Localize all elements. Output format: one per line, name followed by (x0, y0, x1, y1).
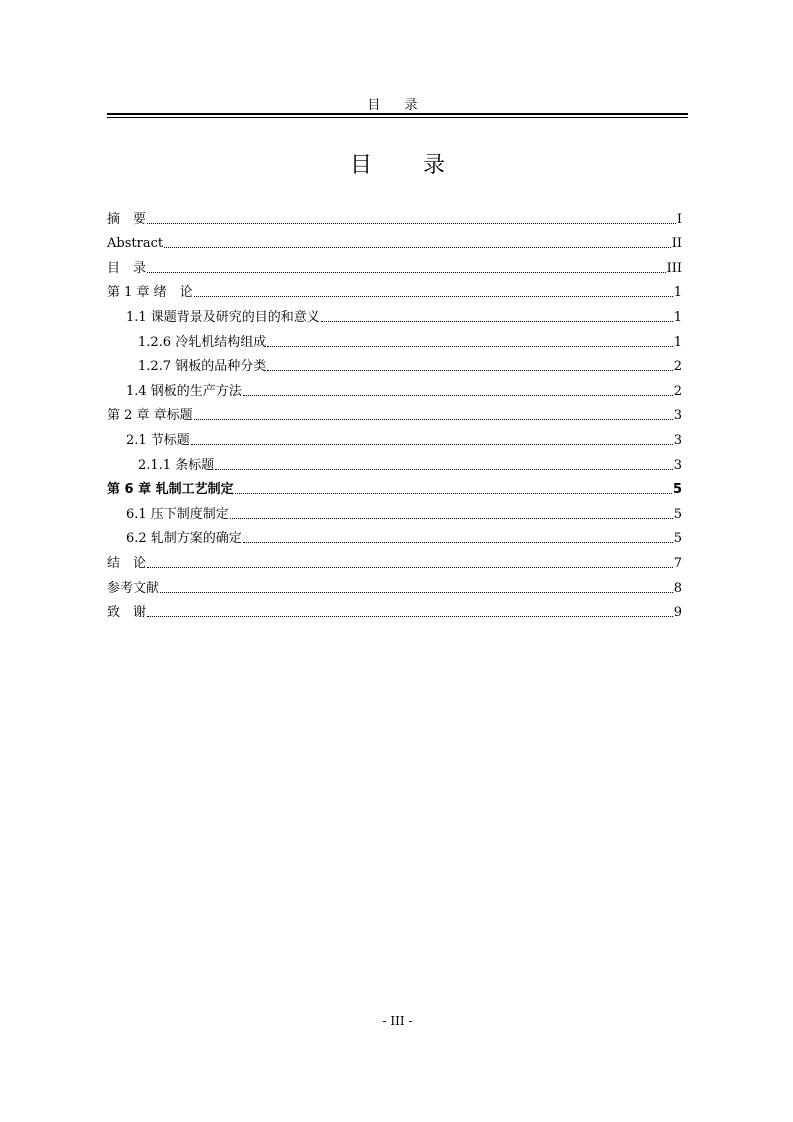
toc-leader-dots (191, 443, 673, 445)
toc-entry[interactable] (107, 276, 682, 301)
toc-entry[interactable] (107, 448, 682, 473)
header-rule-thin (107, 117, 688, 118)
toc-entry-label: 参考文献 (107, 580, 160, 596)
toc-entry-page: 1 (673, 285, 682, 301)
running-header: 目 录 (367, 98, 428, 113)
toc-entry-page: 3 (673, 432, 682, 448)
toc-entry[interactable] (107, 571, 682, 596)
toc-entry-page: II (671, 236, 682, 252)
toc-entry-label: 结 论 (107, 555, 147, 571)
toc-entry[interactable] (107, 473, 682, 498)
toc-entry-label: 2.1 节标题 (126, 432, 190, 448)
toc-entry-page: 5 (673, 531, 682, 547)
toc-leader-dots (147, 615, 673, 617)
toc-entry-page: 1 (673, 334, 682, 350)
toc-entry[interactable] (107, 374, 682, 399)
toc-entry-label: 第 2 章 章标题 (107, 408, 193, 424)
toc-entry-page: 9 (673, 605, 682, 621)
toc-leader-dots (321, 320, 673, 322)
page-title: 目 录 (350, 153, 467, 178)
toc-entry[interactable] (107, 300, 682, 325)
toc-leader-dots (160, 591, 673, 593)
toc-entry-label: 第 1 章 绪 论 (107, 285, 193, 301)
toc-leader-dots (230, 517, 673, 519)
toc-leader-dots (215, 468, 673, 470)
toc-leader-dots (267, 369, 673, 371)
toc-entry-page: 7 (673, 555, 682, 571)
toc-entry[interactable] (107, 423, 682, 448)
toc-entry-page: I (676, 211, 682, 227)
toc-leader-dots (235, 492, 672, 494)
toc-entry-page: 3 (673, 408, 682, 424)
toc-entry[interactable] (107, 251, 682, 276)
toc-leader-dots (147, 271, 666, 273)
toc-entry[interactable] (107, 350, 682, 375)
toc-entry-label: Abstract (107, 236, 164, 252)
toc-entry-page: 1 (673, 309, 682, 325)
toc-entry[interactable] (107, 227, 682, 252)
toc-entry[interactable] (107, 325, 682, 350)
toc-entry[interactable] (107, 399, 682, 424)
toc-entry-label: 1.4 钢板的生产方法 (126, 383, 242, 399)
toc-entry-page: 3 (673, 457, 682, 473)
toc-entry-label: 1.2.7 钢板的品种分类 (138, 359, 267, 375)
page-number: - III - (382, 1014, 413, 1028)
toc-entry-label: 致 谢 (107, 605, 147, 621)
toc-entry[interactable] (107, 522, 682, 547)
toc-leader-dots (147, 566, 673, 568)
toc-leader-dots (243, 541, 673, 543)
toc-entry-page: 2 (673, 359, 682, 375)
toc-leader-dots (243, 394, 673, 396)
toc-entry-page: 8 (673, 580, 682, 596)
toc-leader-dots (147, 222, 676, 224)
toc-leader-dots (194, 418, 673, 420)
toc-entry[interactable] (107, 497, 682, 522)
toc-entry-page: 5 (673, 506, 682, 522)
toc-entry-label: 1.2.6 冷轧机结构组成 (138, 334, 267, 350)
toc-entry-label: 6.1 压下制度制定 (126, 506, 229, 522)
toc-entry-label: 目 录 (107, 260, 147, 276)
toc-entry-page: 2 (673, 383, 682, 399)
toc-entry-page: 5 (672, 482, 682, 498)
toc-entry-page: III (666, 260, 682, 276)
toc-entry[interactable] (107, 596, 682, 621)
toc-leader-dots (267, 345, 673, 347)
header-rule-thick (107, 113, 688, 115)
toc-entry-label: 摘 要 (107, 211, 147, 227)
toc-entry-label: 6.2 轧制方案的确定 (126, 531, 242, 547)
toc-leader-dots (194, 295, 673, 297)
toc-entry[interactable] (107, 546, 682, 571)
toc-entry-label: 1.1 课题背景及研究的目的和意义 (126, 309, 320, 325)
toc-leader-dots (164, 246, 671, 248)
toc-entry-label: 2.1.1 条标题 (138, 457, 215, 473)
table-of-contents (107, 202, 682, 620)
toc-entry-label: 第 6 章 轧制工艺制定 (107, 482, 234, 498)
toc-entry[interactable] (107, 202, 682, 227)
